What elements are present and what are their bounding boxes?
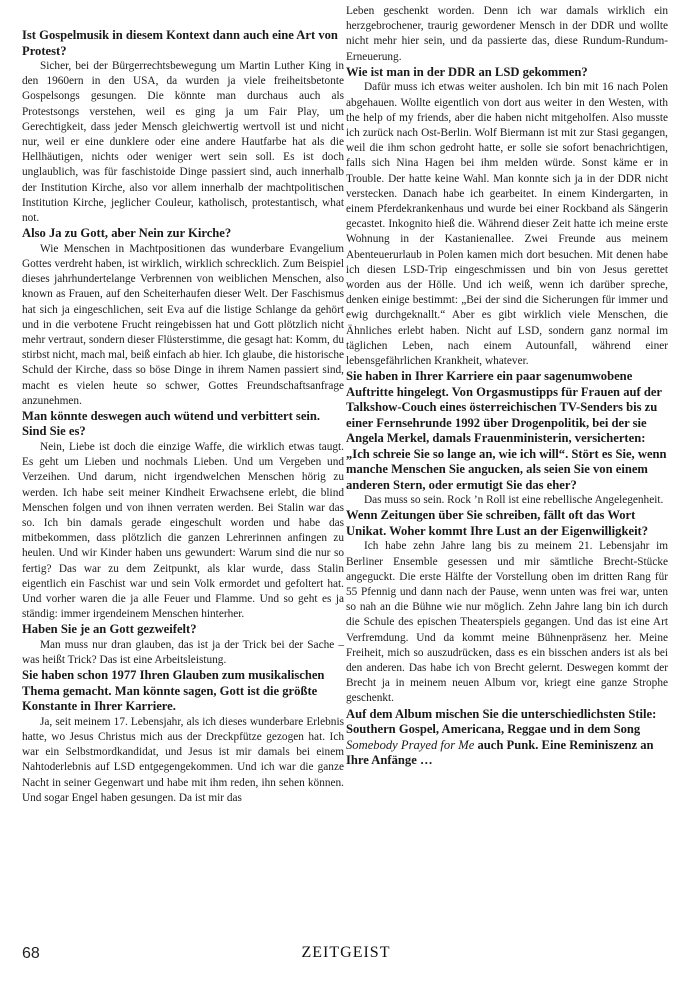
question-2: Also Ja zu Gott, aber Nein zur Kirche? (22, 226, 232, 241)
magazine-name: ZEITGEIST (301, 944, 391, 961)
answer-2: Wie Menschen in Machtpositionen das wunderbare Evangelium Gottes verdreht haben, ist wirklich, wirklich schrecklich. Zum Beispiel dieses jahrhundertelange Verbrennen von weiblichen Menschen, also known as Frauen, auf den Scheiterhaufen dieser Welt. Der Faschismus hat sich ja eingeschlichen, seit Eva auf die listige Schlange da gehört und in die verbotene Frucht reingebissen hat und Gott plötzlich nicht mehr vertraut, sondern dieser Flüsterstimme, die gesagt hat: Komm, du stirbst nicht, mach mal, beiß einfach ab hier. Ich glaube, die historische Schuld der Kirche, dass so böse Dinge in ihrem Namen passiert sind, macht es vielen heute so schwer, Gottes Freundschaftsanfrage anzunehmen. (22, 242, 344, 407)
question-9-text-after: auch Punk. Eine Reminiszenz an Ihre Anfänge … (346, 737, 654, 768)
left-column (22, 28, 344, 806)
answer-8: Ich habe zehn Jahre lang bis zu meinem 21. Lebensjahr im Berliner Ensemble gesessen und mir sämtliche Brecht-Stücke angeguckt. Die erste Hälfte der Vorstellung oben im dritten Rang für 55 Pfennig und dann nach der Pause, wenn unten was frei war, unten so nah an die Bühne wie nur möglich. Zehn Jahre lang bin ich durch die Schule des epischen Theaterspiels gegangen. Und das ist eine Art Verfremdung. Und da kommt meine Bühnenpräsenz her. Meine Freiheit, mich so auszudrücken, dass es ein bisschen anders ist als bei den anderen. Das habe ich von Brecht gelernt. Deswegen kommt der Brecht ja in meinem neuen Album vor, kriegt eine ganze Strophe geschenkt. (346, 540, 668, 705)
right-column (346, 4, 668, 769)
answer-4: Man muss nur dran glauben, das ist ja der Trick bei der Sache – was heißt Trick? Das ist eine Arbeitsleistung. (22, 638, 344, 667)
question-6: Wie ist man in der DDR an LSD gekommen? (346, 64, 588, 79)
question-3: Man könnte deswegen auch wütend und verbittert sein. Sind Sie es? (22, 408, 321, 439)
answer-6: Dafür muss ich etwas weiter ausholen. Ich bin mit 16 nach Polen abgehauen. Wollte eigentlich von dort aus weiter in den Westen, with the help of my friends, aber die haben nicht mitgeholfen. Also musste ich zurück nach Ost-Berlin. Wolf Biermann ist mit zur Stasi gegangen, weil die ihm schon gedroht hatte, er solle sie sofort benachrichtigen, falls sich Nina Hagen bei ihm melden würde. Sonst käme er in Trouble. Der hatte keine Wahl. Man konnte sich ja in der DDR nicht verstecken. Danach habe ich gearbeitet. In einem Kindergarten, in einem Pferdekrankenhaus und wurde bei einer Rockband als Sängerin gecastet. Inkognito hieß die. Während dieser Zeit hatte ich meine erste Wohnung in der Kastanienallee. Zwei Freunde aus meinem Abenteuerurlaub in Polen kamen mich dort besuchen. Mit denen habe ich diesen LSD-Trip eingeschmissen und bin von Jesus gerettet worden aus der Hölle. Und ich weiß, wenn ich darüber spreche, denken einige bestimmt: „Bei der sind die Sicherungen für immer und ewig durchgeknallt.“ Aber es gibt wirklich viele Menschen, die Ähnliches erlebt haben. Nicht auf LSD, sondern ganz normal im täglichen Leben, nach einem Autounfall, während einer lebensgefährlichen Krankheit, whatever. (346, 81, 668, 367)
answer-3: Nein, Liebe ist doch die einzige Waffe, die wirklich etwas taugt. Es geht um Lieben und nochmals Lieben. Und um Vergeben und Verzeihen. Und darum, nicht irgendwelchen Menschen hörig zu werden. Ich habe seit meiner Kindheit Erwachsene erlebt, die blind Menschen folgen und von ihnen verraten werden. Bei Stalin war das so. Ich bin damals gerade eingeschult worden und habe das mitbekommen, dass plötzlich die ganzen Lehrerinnen anfingen zu heulen. Und wir Kinder haben uns gewundert: Warum sind die nur so fertig? Das war zu dem Zeitpunkt, als klar wurde, dass Stalin eigentlich ein Faschist war und sein Volk ermordet und gefoltert hat. Und vorher waren die ja alle Feuer und Flamme. Und so geht es ja ständig: immer irgendeinem Menschen hinterher. (22, 440, 344, 621)
question-9-text-before: Auf dem Album mischen Sie die unterschiedlichsten Stile: Southern Gospel, Americana, Reggae und in dem Song (346, 706, 657, 737)
question-9 (346, 707, 668, 769)
answer-1: Sicher, bei der Bürgerrechtsbewegung um Martin Luther King in den 1960ern in den USA, da wurden ja viele freiheitsbetonte Gospelsongs gesungen. Die könnte man durchaus auch als Protestsongs verstehen, weil es ging ja um Fair Play, um Gerechtigkeit, dass jeder Mensch gleichwertig wertvoll ist und nicht nur, weil er eine dunklere oder eine andere Hautfarbe hat als die Hellhäutigen, nichts oder weniger wert sein soll. Es ist doch unglaublich, was für faschistoide Dinge passiert sind, auch innerhalb der Institution Kirche, also vor allem innerhalb der machtpolitischen Institution Kirche, jeglicher Couleur, katholisch, protestantisch, what not. (22, 60, 344, 225)
question-4: Haben Sie je an Gott gezweifelt? (22, 622, 197, 637)
question-8: Wenn Zeitungen über Sie schreiben, fällt oft das Wort Unikat. Woher kommt Ihre Lust an der Eigenwilligkeit? (346, 508, 649, 538)
question-1: Ist Gospelmusik in diesem Kontext dann auch eine Art von Protest? (22, 28, 338, 58)
question-5: Sie haben schon 1977 Ihren Glauben zum musikalischen Thema gemacht. Man könnte sagen, Gott ist die größte Konstante in Ihrer Karriere. (22, 668, 325, 714)
song-title: Somebody Prayed for Me (346, 737, 475, 752)
question-7: Sie haben in Ihrer Karriere ein paar sagenumwobene Auftritte hingelegt. Von Orgasmustipps für Frauen auf der Talkshow-Couch eines österreichischen TV-Senders bis zu einer Fernsehrunde 1992 über Drogenpolitik, bei der sie Angela Merkel, damals Frauenministerin, versicherten: „Ich schreie Sie so lange an, wie ich will“. Stört es Sie, wenn manche Menschen Sie angucken, als seien Sie von einem anderen Stern, oder ermutigt Sie das eher? (346, 369, 667, 492)
answer-7: Das muss so sein. Rock ’n Roll ist eine rebellische Angelegenheit. (364, 494, 664, 507)
page-number: 68 (22, 945, 40, 962)
answer-5-continued: Leben geschenkt worden. Denn ich war damals wirklich ein herzgebrochener, traurig gewordener Mensch in der DDR und wollte nicht mehr hier sein, und da passierte das, diese Rundum-Rundum-Erneuerung. (346, 5, 668, 63)
answer-5: Ja, seit meinem 17. Lebensjahr, als ich dieses wunderbare Erlebnis hatte, wo Jesus Christus mich aus der Dreckpfütze gezogen hat. Ich war ein Selbstmordkandidat, und Jesus ist mir damals bei einem Nahtoderlebnis auf LSD entgegengekommen. Und ich war die ganze Nacht in seiner Gegenwart und habe mit ihm reden, ihn sehen können. Und sogar Engel haben gesungen. Da ist mir das (22, 715, 344, 804)
